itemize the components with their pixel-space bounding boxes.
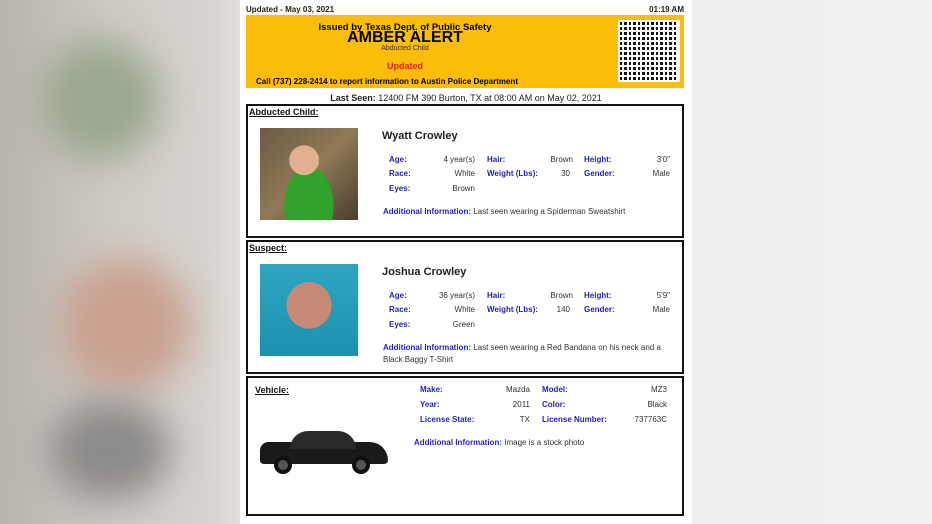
weight-value: 140 <box>556 305 570 314</box>
info-value: Last seen wearing a Spiderman Sweatshirt <box>473 207 626 216</box>
year-value: 2011 <box>512 400 530 409</box>
suspect-name: Joshua Crowley <box>382 266 467 278</box>
child-photo <box>260 128 358 220</box>
last-seen <box>240 93 692 103</box>
license-number-value: 737763C <box>634 415 667 424</box>
info-value: Image is a stock photo <box>504 438 585 447</box>
qr-code[interactable] <box>618 20 680 82</box>
last-seen-value: 12400 FM 390 Burton, TX at 08:00 AM on May 02, 2021 <box>378 93 602 103</box>
model-value: MZ3 <box>651 385 667 394</box>
model-label: Model: <box>542 385 568 394</box>
color-label: Color: <box>542 400 566 409</box>
hair-value: Brown <box>550 155 573 164</box>
weight-label: Weight (Lbs): <box>487 169 538 178</box>
section-title: Vehicle: <box>255 385 290 395</box>
background-blur <box>50 400 170 500</box>
age-value: 36 year(s) <box>438 291 475 300</box>
hair-label: Hair: <box>487 291 506 300</box>
background-blur <box>60 260 190 390</box>
additional-info <box>383 207 625 216</box>
race-label: Race: <box>389 305 411 314</box>
height-label: Height: <box>584 291 612 300</box>
suspect-photo <box>260 264 358 356</box>
weight-value: 30 <box>561 169 570 178</box>
gender-value: Male <box>652 169 670 178</box>
last-seen-label: Last Seen: <box>330 93 376 103</box>
gender-label: Gender: <box>584 169 615 178</box>
height-label: Height: <box>584 155 612 164</box>
issuer: Issued by Texas Dept. of Public Safety <box>318 22 492 33</box>
color-value: Black <box>647 400 667 409</box>
section-title: Abducted Child: <box>249 107 319 117</box>
race-label: Race: <box>389 169 411 178</box>
info-label: Additional Information: <box>383 207 471 216</box>
child-section <box>246 104 684 238</box>
weight-label: Weight (Lbs): <box>487 305 538 314</box>
alert-banner <box>246 15 684 88</box>
eyes-value: Brown <box>452 184 475 193</box>
info-label: Additional Information: <box>414 438 502 447</box>
license-state-label: License State: <box>420 415 475 424</box>
hair-value: Brown <box>550 291 573 300</box>
age-label: Age: <box>389 155 407 164</box>
info-value: Last seen wearing a Red Bandana on his neck and a Black Baggy T-Shirt <box>383 343 661 364</box>
age-value: 4 year(s) <box>443 155 475 164</box>
license-number-label: License Number: <box>542 415 607 424</box>
amber-alert-document <box>240 0 692 524</box>
updated-time: 01:19 AM <box>649 5 684 14</box>
height-value: 3'0" <box>656 155 670 164</box>
vehicle-section <box>246 376 684 516</box>
updated-date: Updated - May 03, 2021 <box>246 5 335 14</box>
call-info: Call (737) 228-2414 to report information to Austin Police Department <box>256 77 518 86</box>
vehicle-photo <box>260 428 388 474</box>
child-name: Wyatt Crowley <box>382 130 458 142</box>
make-value: Mazda <box>505 385 530 394</box>
eyes-value: Green <box>452 320 475 329</box>
additional-info <box>383 342 673 366</box>
additional-info <box>414 438 584 447</box>
alert-title: AMBER ALERT <box>347 29 463 46</box>
gender-value: Male <box>652 305 670 314</box>
eyes-label: Eyes: <box>389 320 411 329</box>
make-label: Make: <box>420 385 443 394</box>
race-value: White <box>454 305 475 314</box>
suspect-section <box>246 240 684 374</box>
section-title: Suspect: <box>249 243 288 253</box>
background-blur <box>40 40 160 160</box>
gender-label: Gender: <box>584 305 615 314</box>
race-value: White <box>454 169 475 178</box>
alert-status: Updated <box>387 61 423 71</box>
license-state-value: TX <box>519 415 530 424</box>
age-label: Age: <box>389 291 407 300</box>
info-label: Additional Information: <box>383 343 471 352</box>
alert-subtitle: Abducted Child <box>381 45 429 52</box>
height-value: 5'9" <box>656 291 670 300</box>
eyes-label: Eyes: <box>389 184 411 193</box>
year-label: Year: <box>420 400 440 409</box>
hair-label: Hair: <box>487 155 506 164</box>
